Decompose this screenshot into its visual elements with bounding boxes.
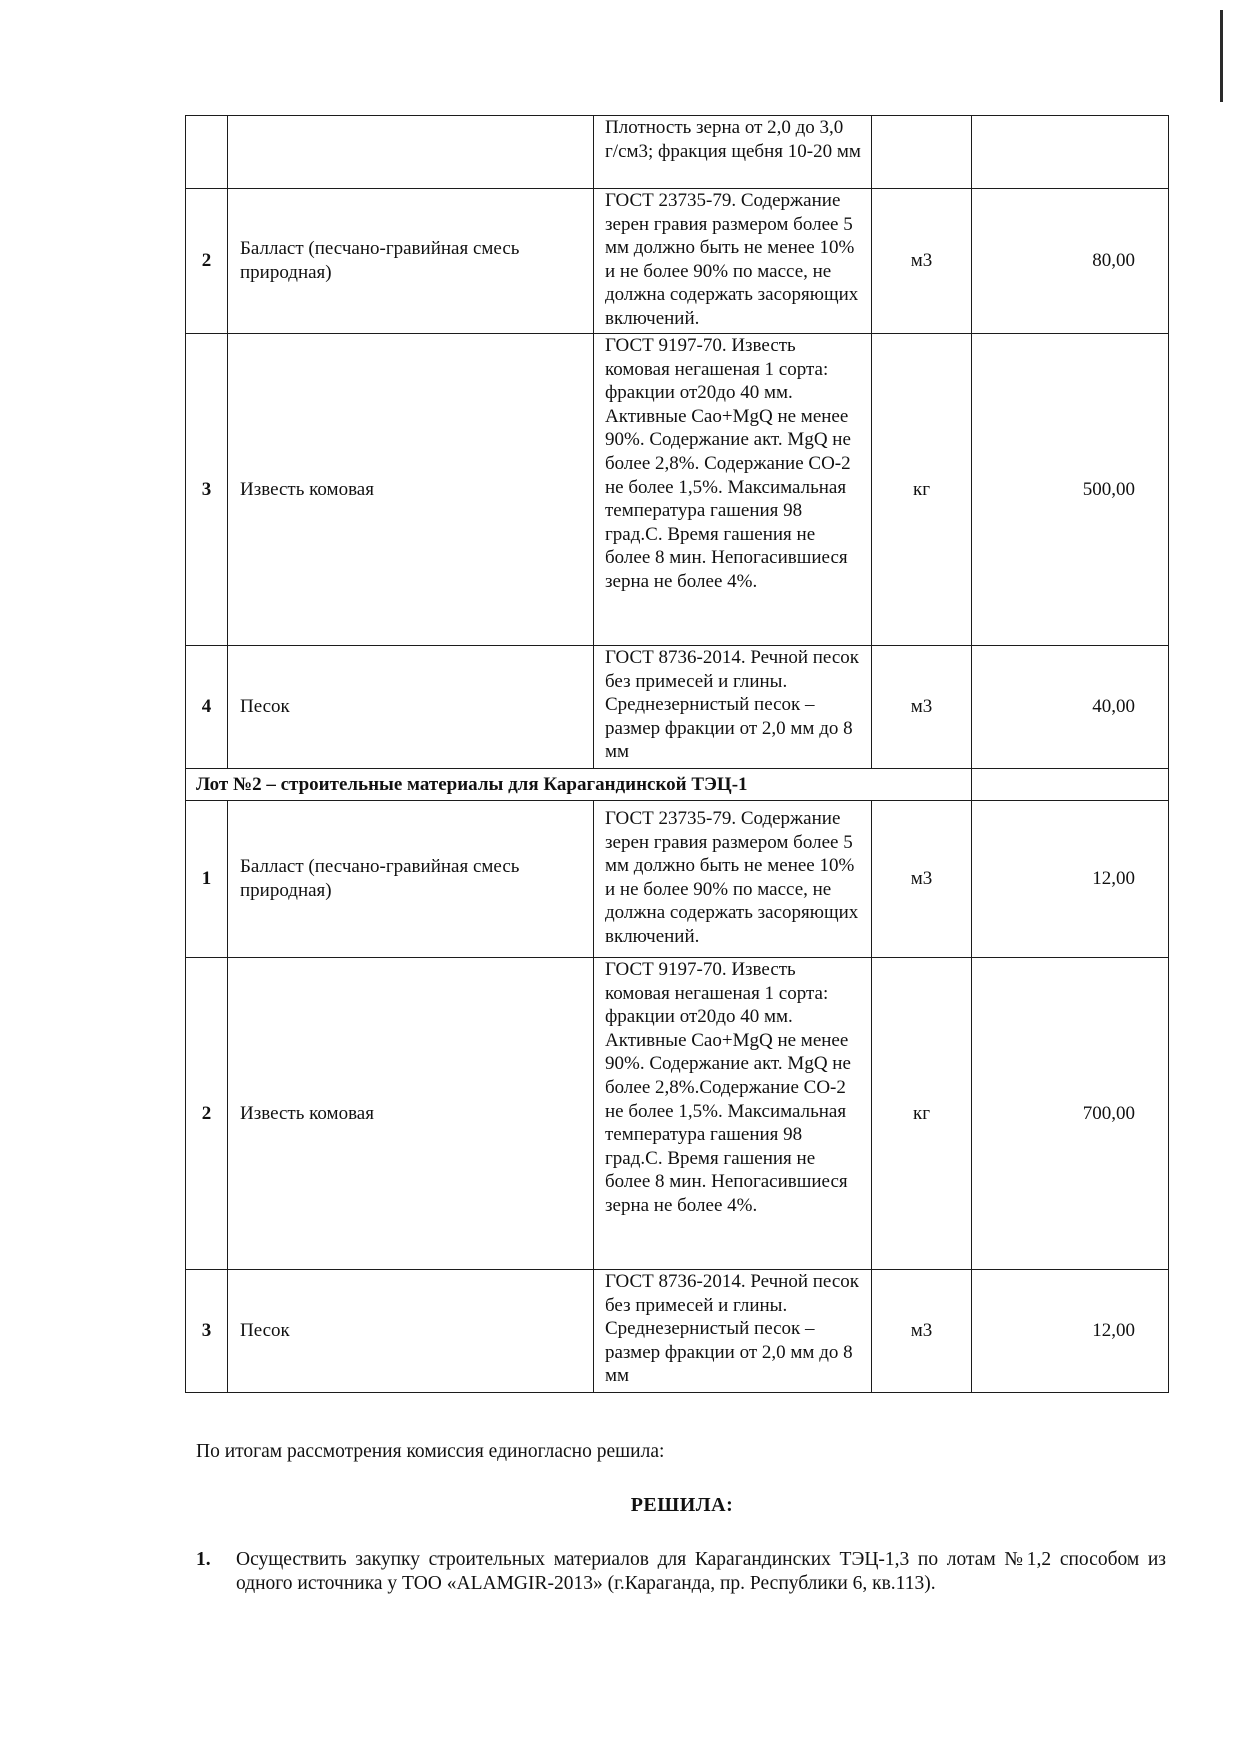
material-spec: Плотность зерна от 2,0 до 3,0 г/см3; фракция щебня 10-20 мм bbox=[594, 116, 872, 189]
material-spec: ГОСТ 9197-70. Известь комовая негашеная 1 сорта: фракции от20до 40 мм. Активные Сао+MgQ не менее 90%. Содержание акт. MgQ не более 2,8%. Содержание СО-2 не более 1,5%. Максимальная температура гашения 98 град.С. Время гашения не более 8 мин. Непогасившиеся зерна не более 4%. bbox=[594, 334, 872, 646]
unit: м3 bbox=[872, 801, 972, 958]
lot-title-row bbox=[186, 769, 1169, 801]
lot-title-empty-cell bbox=[972, 769, 1169, 801]
decision-heading: РЕШИЛА: bbox=[630, 1494, 734, 1516]
material-spec: ГОСТ 8736-2014. Речной песок без примесей и глины. Среднезернистый песок – размер фракции от 2,0 мм до 8 мм bbox=[594, 1270, 872, 1393]
unit bbox=[872, 116, 972, 189]
table-row bbox=[186, 1270, 1169, 1393]
row-number: 2 bbox=[186, 189, 228, 334]
material-name: Балласт (песчано-гравийная смесь природная) bbox=[228, 189, 594, 334]
scan-margin-line bbox=[1220, 10, 1223, 102]
row-number: 4 bbox=[186, 646, 228, 769]
unit: м3 bbox=[872, 646, 972, 769]
table-row bbox=[186, 646, 1169, 769]
materials-table bbox=[185, 115, 1169, 1393]
row-number: 1 bbox=[186, 801, 228, 958]
material-name: Известь комовая bbox=[228, 334, 594, 646]
quantity: 40,00 bbox=[972, 646, 1169, 769]
table-row bbox=[186, 801, 1169, 958]
material-spec: ГОСТ 23735-79. Содержание зерен гравия размером более 5 мм должно быть не менее 10% и не более 90% по массе, не должна содержать засоряющих включений. bbox=[594, 189, 872, 334]
material-name: Известь комовая bbox=[228, 958, 594, 1270]
unit: м3 bbox=[872, 189, 972, 334]
quantity: 12,00 bbox=[972, 1270, 1169, 1393]
decision-item-number: 1. bbox=[196, 1549, 211, 1570]
table-row bbox=[186, 116, 1169, 189]
lot-title: Лот №2 – строительные материалы для Карагандинской ТЭЦ-1 bbox=[186, 769, 972, 801]
material-spec: ГОСТ 9197-70. Известь комовая негашеная 1 сорта: фракции от20до 40 мм. Активные Сао+MgQ не менее 90%. Содержание акт. MgQ не более 2,8%.Содержание СО-2 не более 1,5%. Максимальная температура гашения 98 град.С. Время гашения не более 8 мин. Непогасившиеся зерна не более 4%. bbox=[594, 958, 872, 1270]
material-name: Песок bbox=[228, 646, 594, 769]
quantity: 700,00 bbox=[972, 958, 1169, 1270]
material-spec: ГОСТ 8736-2014. Речной песок без примесей и глины. Среднезернистый песок – размер фракции от 2,0 мм до 8 мм bbox=[594, 646, 872, 769]
table-row bbox=[186, 189, 1169, 334]
quantity: 500,00 bbox=[972, 334, 1169, 646]
summary-text: По итогам рассмотрения комиссия единогласно решила: bbox=[196, 1441, 665, 1462]
material-name: Балласт (песчано-гравийная смесь природная) bbox=[228, 801, 594, 958]
row-number: 2 bbox=[186, 958, 228, 1270]
row-number bbox=[186, 116, 228, 189]
material-name bbox=[228, 116, 594, 189]
decision-item bbox=[196, 1548, 1166, 1596]
table-row bbox=[186, 334, 1169, 646]
unit: кг bbox=[872, 958, 972, 1270]
unit: кг bbox=[872, 334, 972, 646]
table-row bbox=[186, 958, 1169, 1270]
quantity bbox=[972, 116, 1169, 189]
quantity: 80,00 bbox=[972, 189, 1169, 334]
row-number: 3 bbox=[186, 1270, 228, 1393]
quantity: 12,00 bbox=[972, 801, 1169, 958]
row-number: 3 bbox=[186, 334, 228, 646]
unit: м3 bbox=[872, 1270, 972, 1393]
decision-item-text: Осуществить закупку строительных материалов для Карагандинских ТЭЦ-1,3 по лотам №1,2 способом из одного источника у ТОО «ALAMGIR-2013» (г.Караганда, пр. Республики 6, кв.113). bbox=[236, 1549, 1166, 1594]
material-spec: ГОСТ 23735-79. Содержание зерен гравия размером более 5 мм должно быть не менее 10% и не более 90% по массе, не должна содержать засоряющих включений. bbox=[594, 801, 872, 958]
material-name: Песок bbox=[228, 1270, 594, 1393]
